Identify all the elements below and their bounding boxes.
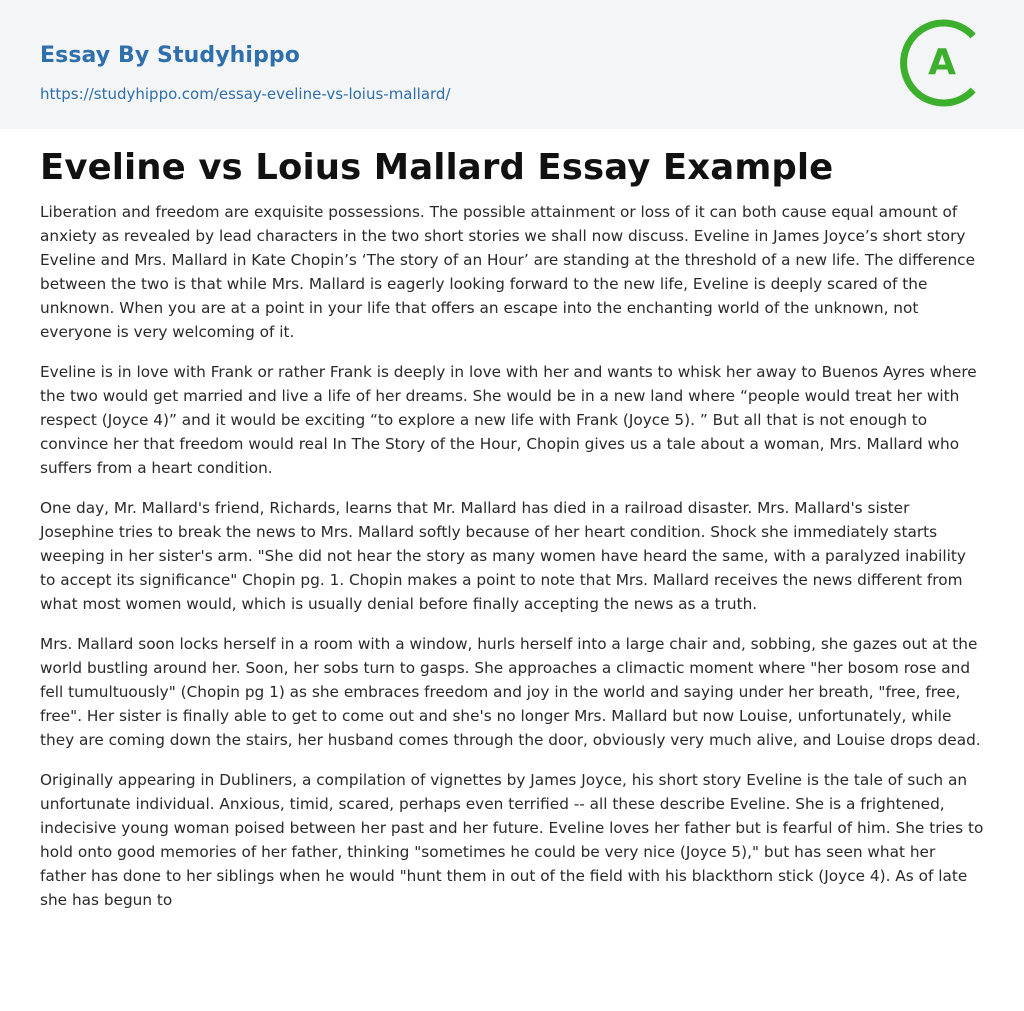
- paragraph: One day, Mr. Mallard's friend, Richards, learns that Mr. Mallard has died in a railroad disaster. Mrs. Mallard's sister Josephine tries to break the news to Mrs. Mallard softly because of her heart condition. Shock she immediately starts weeping in her sister's arm. "She did not hear the story as many women have heard the same, with a paralyzed inability to accept its significance" Chopin pg. 1. Chopin makes a point to note that Mrs. Mallard receives the news different from what most women would, which is usually denial before finally accepting the news as a truth.: [40, 499, 966, 613]
- logo-letter: A: [928, 42, 956, 83]
- source-url-link[interactable]: https://studyhippo.com/essay-eveline-vs-loius-mallard/: [40, 85, 451, 103]
- site-brand[interactable]: Essay By Studyhippo: [40, 43, 300, 68]
- paragraph: Originally appearing in Dubliners, a compilation of vignettes by James Joyce, his short story Eveline is the tale of such an unfortunate individual. Anxious, timid, scared, perhaps even terrified -- all these describe Eveline. She is a frightened, indecisive young woman poised between her past and her future. Eveline loves her father but is fearful of him. She tries to hold onto good memories of her father, thinking "sometimes he could be very nice (Joyce 5)," but has seen what her father has done to her siblings when he would "hunt them in out of the field with his blackthorn stick (Joyce 4). As of late she has begun to: [40, 771, 984, 909]
- site-header: [0, 0, 1024, 129]
- paragraph: Liberation and freedom are exquisite possessions. The possible attainment or loss of it can both cause equal amount of anxiety as revealed by lead characters in the two short stories we shall now discuss. Eveline in James Joyce’s short story Eveline and Mrs. Mallard in Kate Chopin’s ‘The story of an Hour’ are standing at the threshold of a new life. The difference between the two is that while Mrs. Mallard is eagerly looking forward to the new life, Eveline is deeply scared of the unknown. When you are at a point in your life that offers an escape into the enchanting world of the unknown, not everyone is very welcoming of it.: [40, 203, 975, 341]
- article-title: Eveline vs Loius Mallard Essay Example: [40, 147, 834, 188]
- paragraph: Mrs. Mallard soon locks herself in a room with a window, hurls herself into a large chair and, sobbing, she gazes out at the world bustling around her. Soon, her sobs turn to gasps. She approaches a climactic moment where "her bosom rose and fell tumultuously" (Chopin pg 1) as she embraces freedom and joy in the world and saying under her breath, "free, free, free". Her sister is finally able to get to come out and she's no longer Mrs. Mallard but now Louise, unfortunately, while they are coming down the stairs, her husband comes through the door, obviously very much alive, and Louise drops dead.: [40, 635, 981, 749]
- article: [0, 146, 1024, 912]
- paragraph: Eveline is in love with Frank or rather Frank is deeply in love with her and wants to whisk her away to Buenos Ayres where the two would get married and live a life of her dreams. She would be in a new land where “people would treat her with respect (Joyce 4)” and it would be exciting “to explore a new life with Frank (Joyce 5). ” But all that is not enough to convince her that freedom would real In The Story of the Hour, Chopin gives us a tale about a woman, Mrs. Mallard who suffers from a heart condition.: [40, 363, 977, 477]
- studyhippo-logo[interactable]: [897, 18, 987, 108]
